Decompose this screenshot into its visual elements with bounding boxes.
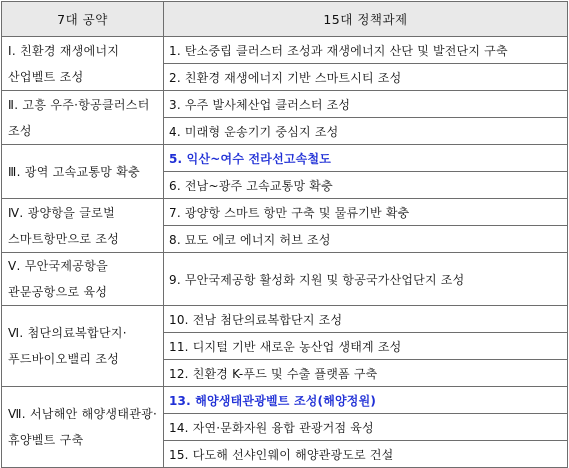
header-pledges: 7대 공약	[2, 2, 164, 37]
task-10: 10. 전남 첨단의료복합단지 조성	[164, 306, 568, 333]
task-8: 8. 묘도 에코 에너지 허브 조성	[164, 226, 568, 253]
task-1: 1. 탄소중립 클러스터 조성과 재생에너지 산단 및 발전단지 구축	[164, 37, 568, 64]
task-2: 2. 친환경 재생에너지 기반 스마트시티 조성	[164, 64, 568, 91]
table-row	[2, 91, 568, 118]
pledge-2: Ⅱ. 고흥 우주·항공클러스터 조성	[2, 91, 164, 145]
table-row	[2, 145, 568, 172]
task-14: 14. 자연·문화자원 융합 관광거점 육성	[164, 414, 568, 441]
table-row	[2, 387, 568, 414]
task-11: 11. 디지털 기반 새로운 농산업 생태계 조성	[164, 333, 568, 360]
task-4: 4. 미래형 운송기기 중심지 조성	[164, 118, 568, 145]
table-row	[2, 253, 568, 306]
pledge-4: Ⅳ. 광양항을 글로벌 스마트항만으로 조성	[2, 199, 164, 253]
task-6: 6. 전남~광주 고속교통망 확충	[164, 172, 568, 199]
table-row	[2, 306, 568, 333]
header-tasks: 15대 정책과제	[164, 2, 568, 37]
policy-table	[1, 1, 568, 468]
pledge-3: Ⅲ. 광역 고속교통망 확충	[2, 145, 164, 199]
pledge-5: Ⅴ. 무안국제공항을 관문공항으로 육성	[2, 253, 164, 306]
pledge-1: Ⅰ. 친환경 재생에너지 산업벨트 조성	[2, 37, 164, 91]
table-row	[2, 37, 568, 64]
task-12: 12. 친환경 K-푸드 및 수출 플랫폼 구축	[164, 360, 568, 387]
task-13: 13. 해양생태관광벨트 조성(해양정원)	[164, 387, 568, 414]
task-5: 5. 익산~여수 전라선고속철도	[164, 145, 568, 172]
task-15: 15. 다도해 선샤인웨이 해양관광도로 건설	[164, 441, 568, 468]
header-row	[2, 2, 568, 37]
task-7: 7. 광양항 스마트 항만 구축 및 물류기반 확충	[164, 199, 568, 226]
pledge-7: Ⅶ. 서남해안 해양생태관광·휴양벨트 구축	[2, 387, 164, 468]
task-3: 3. 우주 발사체산업 클러스터 조성	[164, 91, 568, 118]
pledge-6: Ⅵ. 첨단의료복합단지·푸드바이오밸리 조성	[2, 306, 164, 387]
task-9: 9. 무안국제공항 활성화 지원 및 항공국가산업단지 조성	[164, 253, 568, 306]
table-row	[2, 199, 568, 226]
